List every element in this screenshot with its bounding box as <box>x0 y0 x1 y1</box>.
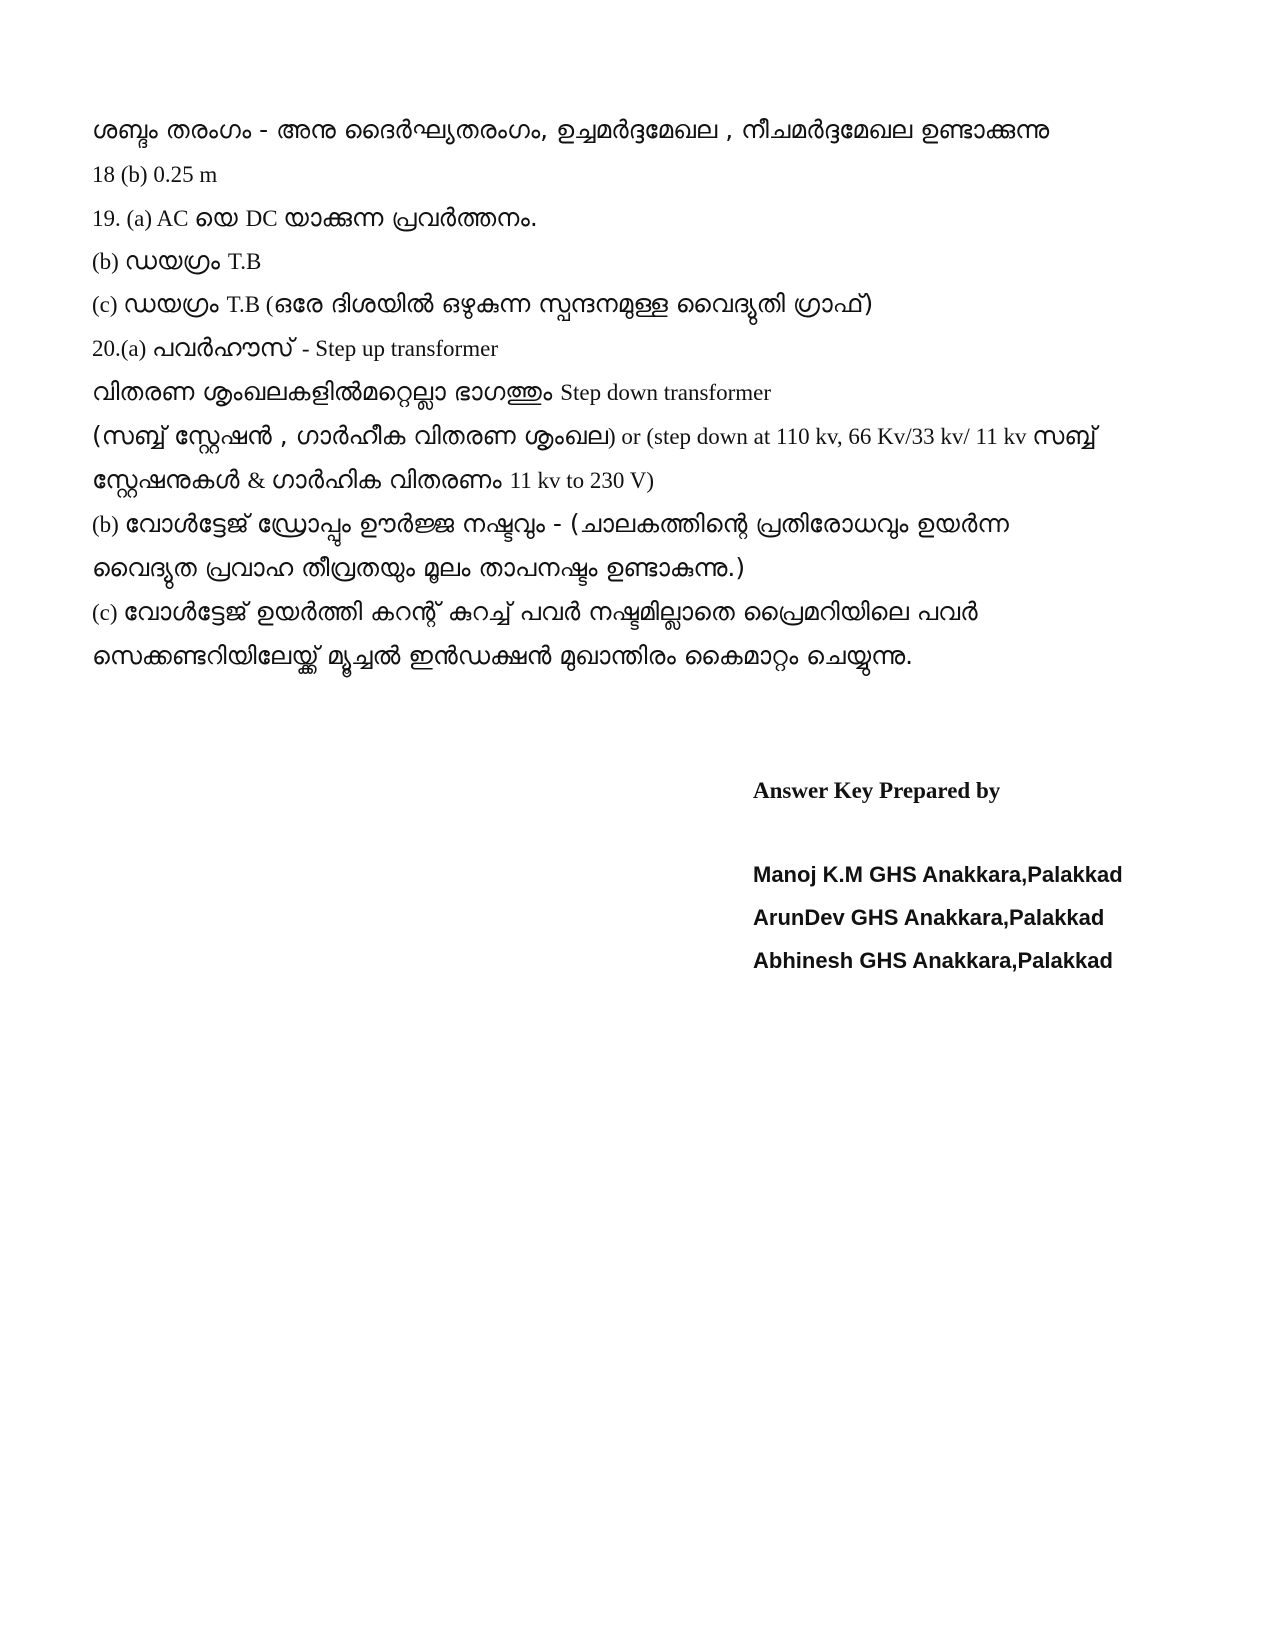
credit-name: Manoj K.M GHS Anakkara,Palakkad <box>753 862 1123 887</box>
answer-text: ഗാർഹിക വിതരണം <box>271 465 510 494</box>
question-number: 19. (a) AC <box>92 206 195 231</box>
answer-text: & <box>247 468 272 493</box>
answer-text: വോൾട്ടേജ് ഡ്രോപ്പും ഊർജ്ജ നഷ്ടവും - (ചാലകത്തിന്റെ പ്രതിരോധവും ഉയർന്ന <box>124 509 1009 538</box>
answer-text: വോൾട്ടേജ് ഉയർത്തി കറന്റ് കുറച്ച് പവർ നഷ്ടമില്ലാതെ പ്രൈമറിയിലെ പവർ <box>123 597 978 626</box>
answer-19a <box>92 203 538 234</box>
answer-text: ) or (step down at 110 kv, 66 Kv/33 kv/ 11 kv <box>608 424 1033 449</box>
answer-text: Step down transformer <box>560 380 771 405</box>
answer-text: പവർഹൗസ് <box>152 333 302 362</box>
question-label: (b) <box>92 512 125 537</box>
answer-text: - Step up transformer <box>301 336 498 361</box>
answer-text: (സബ്ബ് സ്റ്റേഷൻ , ഗാർഹീക വിതരണ ശൃംഖല <box>92 421 609 450</box>
credits-heading: Answer Key Prepared by <box>753 778 1001 803</box>
question-label: (b) <box>92 249 125 274</box>
answer-text: സബ്ബ് <box>1032 421 1097 450</box>
question-number: 20.(a) <box>92 336 153 361</box>
answer-20b <box>92 509 1009 540</box>
answer-20c-cont <box>92 641 913 671</box>
answer-20a-substation <box>92 421 1097 452</box>
answer-text: സെക്കണ്ടറിയിലേയ്ക്ക് മ്യൂച്ചൽ ഇൻഡക്ഷൻ മുഖാന്തിരം കൈമാറ്റം ചെയ്യുന്നു. <box>92 641 914 670</box>
answer-text: വൈദ്യുത പ്രവാഹ തീവ്രതയും മൂലം താപനഷ്ടം ഉണ്ടാകുന്നു.) <box>92 553 746 582</box>
answer-text: DC <box>245 206 284 231</box>
question-label: (c) <box>92 292 124 317</box>
answer-text: വിതരണ ശൃംഖലകളിൽമറ്റെല്ലാ ഭാഗത്തും <box>92 377 561 406</box>
answer-text: T.B <box>227 249 262 274</box>
answer-20c <box>92 597 978 628</box>
answer-20b-cont <box>92 553 745 583</box>
answer-text: ഒരേ ദിശയിൽ ഒഴുകുന്ന സ്പന്ദനമുള്ള വൈദ്യുതി ഗ്രാഫ്) <box>273 289 874 318</box>
answer-text: 11 kv to 230 V) <box>509 468 654 493</box>
answer-text: ഡയഗ്രം <box>124 246 228 275</box>
answer-text: T.B ( <box>226 292 274 317</box>
answer-19c <box>92 289 873 320</box>
answer-text: ശബ്ദം തരംഗം - അനു ദൈർഘ്യതരംഗം, ഉച്ചമർദ്ദമേഖല , നീചമർദ്ദമേഖല ഉണ്ടാക്കുന്നു <box>92 115 1050 144</box>
answer-20a-substation-cont <box>92 465 654 496</box>
question-label: (c) <box>92 600 124 625</box>
answer-20a <box>92 333 498 364</box>
answer-text: യാക്കുന്ന പ്രവർത്തനം. <box>283 203 538 232</box>
answer-text: യെ <box>194 203 246 232</box>
credit-name: ArunDev GHS Anakkara,Palakkad <box>753 905 1105 930</box>
answer-text: സ്റ്റേഷനുകൾ <box>92 465 248 494</box>
answer-text: ഡയഗ്രം <box>123 289 227 318</box>
answer-text: 18 (b) 0.25 m <box>92 162 218 187</box>
answer-17-sound-wave <box>92 115 1049 145</box>
credit-name: Abhinesh GHS Anakkara,Palakkad <box>753 948 1113 973</box>
answer-20a-distribution <box>92 377 771 408</box>
answer-19b <box>92 246 261 277</box>
answer-18b <box>92 160 217 190</box>
